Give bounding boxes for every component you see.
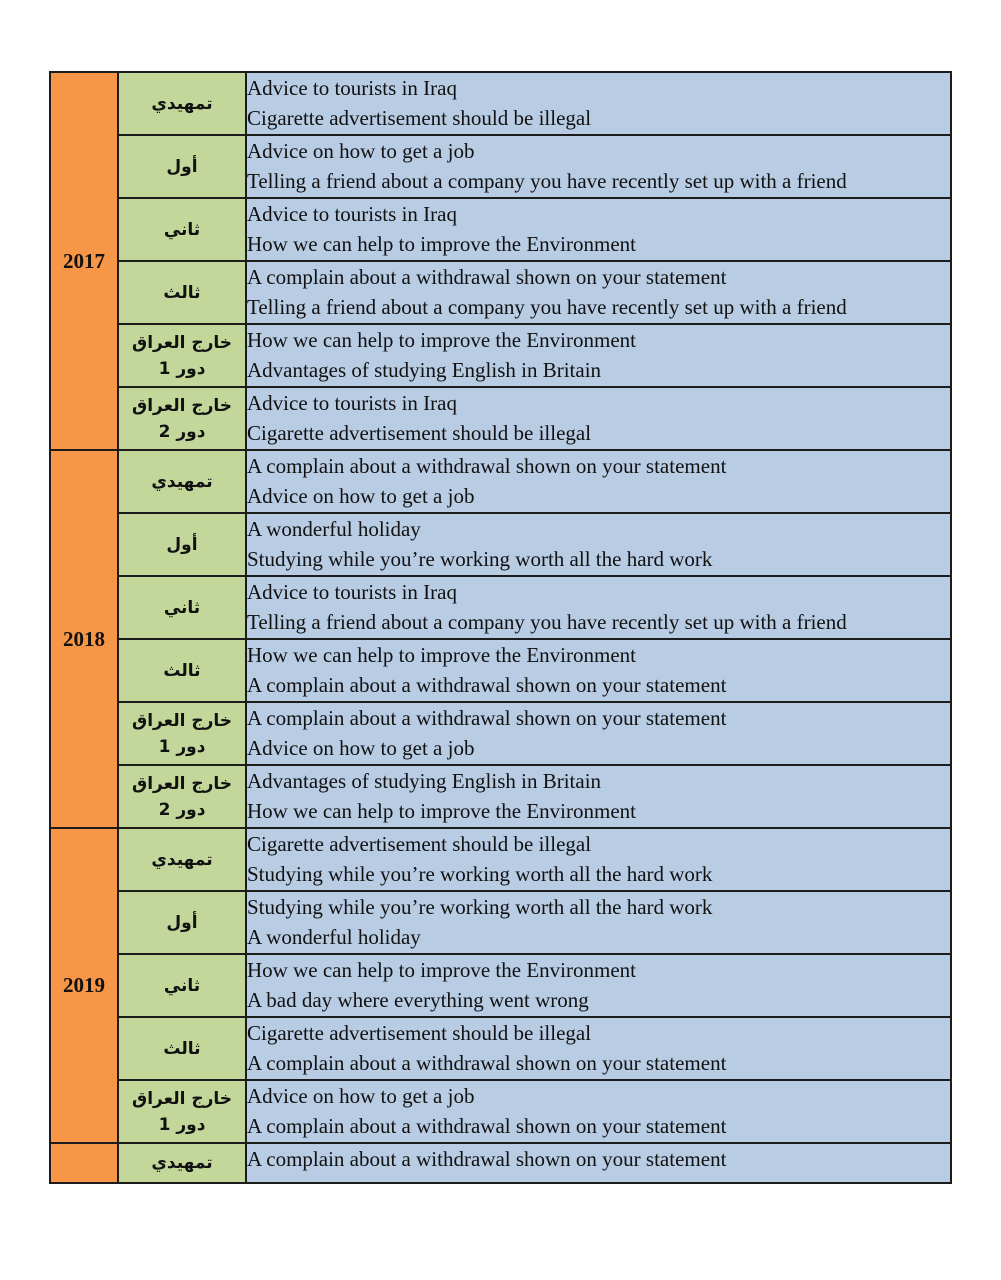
topic-text: How we can help to improve the Environment [247, 232, 636, 256]
session-cell [118, 198, 246, 261]
session-cell [118, 765, 246, 828]
topics-cell [246, 765, 951, 828]
session-cell [118, 450, 246, 513]
year-cell: 2018 [50, 450, 118, 828]
topic-text: Telling a friend about a company you have recently set up with a friend [247, 169, 847, 193]
session-cell [118, 135, 246, 198]
session-cell [118, 1143, 246, 1183]
topics-cell [246, 702, 951, 765]
session-cell [118, 1017, 246, 1080]
session-label: دور 2 [158, 421, 206, 442]
session-label: تمهيدي [151, 849, 213, 870]
topic-text: Advice on how to get a job [247, 1084, 475, 1108]
session-label: أول [166, 156, 198, 177]
session-label: خارج العراق [132, 332, 232, 353]
topics-cell [246, 513, 951, 576]
session-label: أول [166, 912, 198, 933]
table-row [50, 387, 951, 450]
topic-text: A bad day where everything went wrong [247, 988, 589, 1012]
topics-cell [246, 72, 951, 135]
table-row [50, 828, 951, 891]
topics-cell [246, 891, 951, 954]
session-cell [118, 387, 246, 450]
topic-text: A wonderful holiday [247, 925, 421, 949]
table-row [50, 513, 951, 576]
session-cell [118, 954, 246, 1017]
topic-text: How we can help to improve the Environment [247, 328, 636, 352]
topics-cell [246, 639, 951, 702]
session-cell [118, 639, 246, 702]
table-row [50, 198, 951, 261]
session-cell [118, 576, 246, 639]
table-row [50, 765, 951, 828]
topic-text: Advice on how to get a job [247, 736, 475, 760]
session-label: ثالث [163, 282, 201, 303]
topics-cell [246, 828, 951, 891]
topic-text: Advice to tourists in Iraq [247, 202, 457, 226]
table-row [50, 576, 951, 639]
session-label: دور 1 [158, 1114, 206, 1135]
topic-text: Studying while you’re working worth all the hard work [247, 547, 713, 571]
topic-text: Advantages of studying English in Britain [247, 358, 602, 382]
session-label: خارج العراق [132, 1088, 232, 1109]
session-cell [118, 72, 246, 135]
table-row [50, 261, 951, 324]
session-label: تمهيدي [151, 93, 213, 114]
topics-cell [246, 261, 951, 324]
topic-text: Advice on how to get a job [247, 139, 475, 163]
topic-text: A complain about a withdrawal shown on your statement [247, 706, 727, 730]
topic-text: Advice to tourists in Iraq [247, 391, 457, 415]
topic-text: How we can help to improve the Environment [247, 643, 636, 667]
topic-text: How we can help to improve the Environment [247, 799, 636, 823]
topic-text: Advice to tourists in Iraq [247, 76, 457, 100]
topic-text: A complain about a withdrawal shown on your statement [247, 1114, 727, 1138]
topic-text: Studying while you’re working worth all the hard work [247, 862, 713, 886]
session-label: خارج العراق [132, 395, 232, 416]
year-cell [50, 1143, 118, 1183]
session-cell [118, 261, 246, 324]
topic-text: Telling a friend about a company you have recently set up with a friend [247, 295, 847, 319]
topic-text: Cigarette advertisement should be illegal [247, 832, 592, 856]
session-cell [118, 828, 246, 891]
topics-cell [246, 1143, 951, 1183]
session-label: ثاني [163, 975, 201, 996]
topic-text: How we can help to improve the Environment [247, 958, 636, 982]
session-label: ثالث [163, 660, 201, 681]
table-row [50, 72, 951, 135]
session-label: ثاني [163, 219, 201, 240]
topics-cell [246, 576, 951, 639]
topic-text: A complain about a withdrawal shown on your statement [247, 265, 727, 289]
topic-text: Cigarette advertisement should be illegal [247, 421, 592, 445]
table-row [50, 1143, 951, 1183]
topics-cell [246, 198, 951, 261]
session-label: خارج العراق [132, 773, 232, 794]
table-row [50, 324, 951, 387]
topic-text: A complain about a withdrawal shown on your statement [247, 673, 727, 697]
topic-text: Cigarette advertisement should be illegal [247, 1021, 592, 1045]
session-cell [118, 513, 246, 576]
topic-text: Advice on how to get a job [247, 484, 475, 508]
year-cell: 2019 [50, 828, 118, 1143]
topics-cell [246, 135, 951, 198]
topic-text: Cigarette advertisement should be illegal [247, 106, 592, 130]
session-label: دور 2 [158, 799, 206, 820]
session-label: دور 1 [158, 358, 206, 379]
session-cell [118, 891, 246, 954]
topic-text: Telling a friend about a company you have recently set up with a friend [247, 610, 847, 634]
table-row [50, 702, 951, 765]
table-row [50, 891, 951, 954]
table-row [50, 954, 951, 1017]
topic-text: Advantages of studying English in Britain [247, 769, 602, 793]
session-cell [118, 702, 246, 765]
topics-cell [246, 450, 951, 513]
topic-text: Advice to tourists in Iraq [247, 580, 457, 604]
exam-topics-table [49, 71, 952, 1184]
table-row [50, 639, 951, 702]
topic-text: A complain about a withdrawal shown on your statement [247, 1147, 727, 1171]
topic-text: Studying while you’re working worth all the hard work [247, 895, 713, 919]
session-label: أول [166, 534, 198, 555]
topic-text: A wonderful holiday [247, 517, 421, 541]
session-label: تمهيدي [151, 1153, 213, 1173]
session-label: ثالث [163, 1038, 201, 1059]
session-label: خارج العراق [132, 710, 232, 731]
topics-cell [246, 1017, 951, 1080]
table-row [50, 450, 951, 513]
table-row [50, 135, 951, 198]
topic-text: A complain about a withdrawal shown on your statement [247, 454, 727, 478]
year-cell: 2017 [50, 72, 118, 450]
topics-cell [246, 1080, 951, 1143]
session-cell [118, 1080, 246, 1143]
table-row [50, 1017, 951, 1080]
session-label: ثاني [163, 597, 201, 618]
table-row [50, 1080, 951, 1143]
topics-cell [246, 954, 951, 1017]
topics-cell [246, 387, 951, 450]
session-label: تمهيدي [151, 471, 213, 492]
session-label: دور 1 [158, 736, 206, 757]
topic-text: A complain about a withdrawal shown on your statement [247, 1051, 727, 1075]
topics-cell [246, 324, 951, 387]
session-cell [118, 324, 246, 387]
